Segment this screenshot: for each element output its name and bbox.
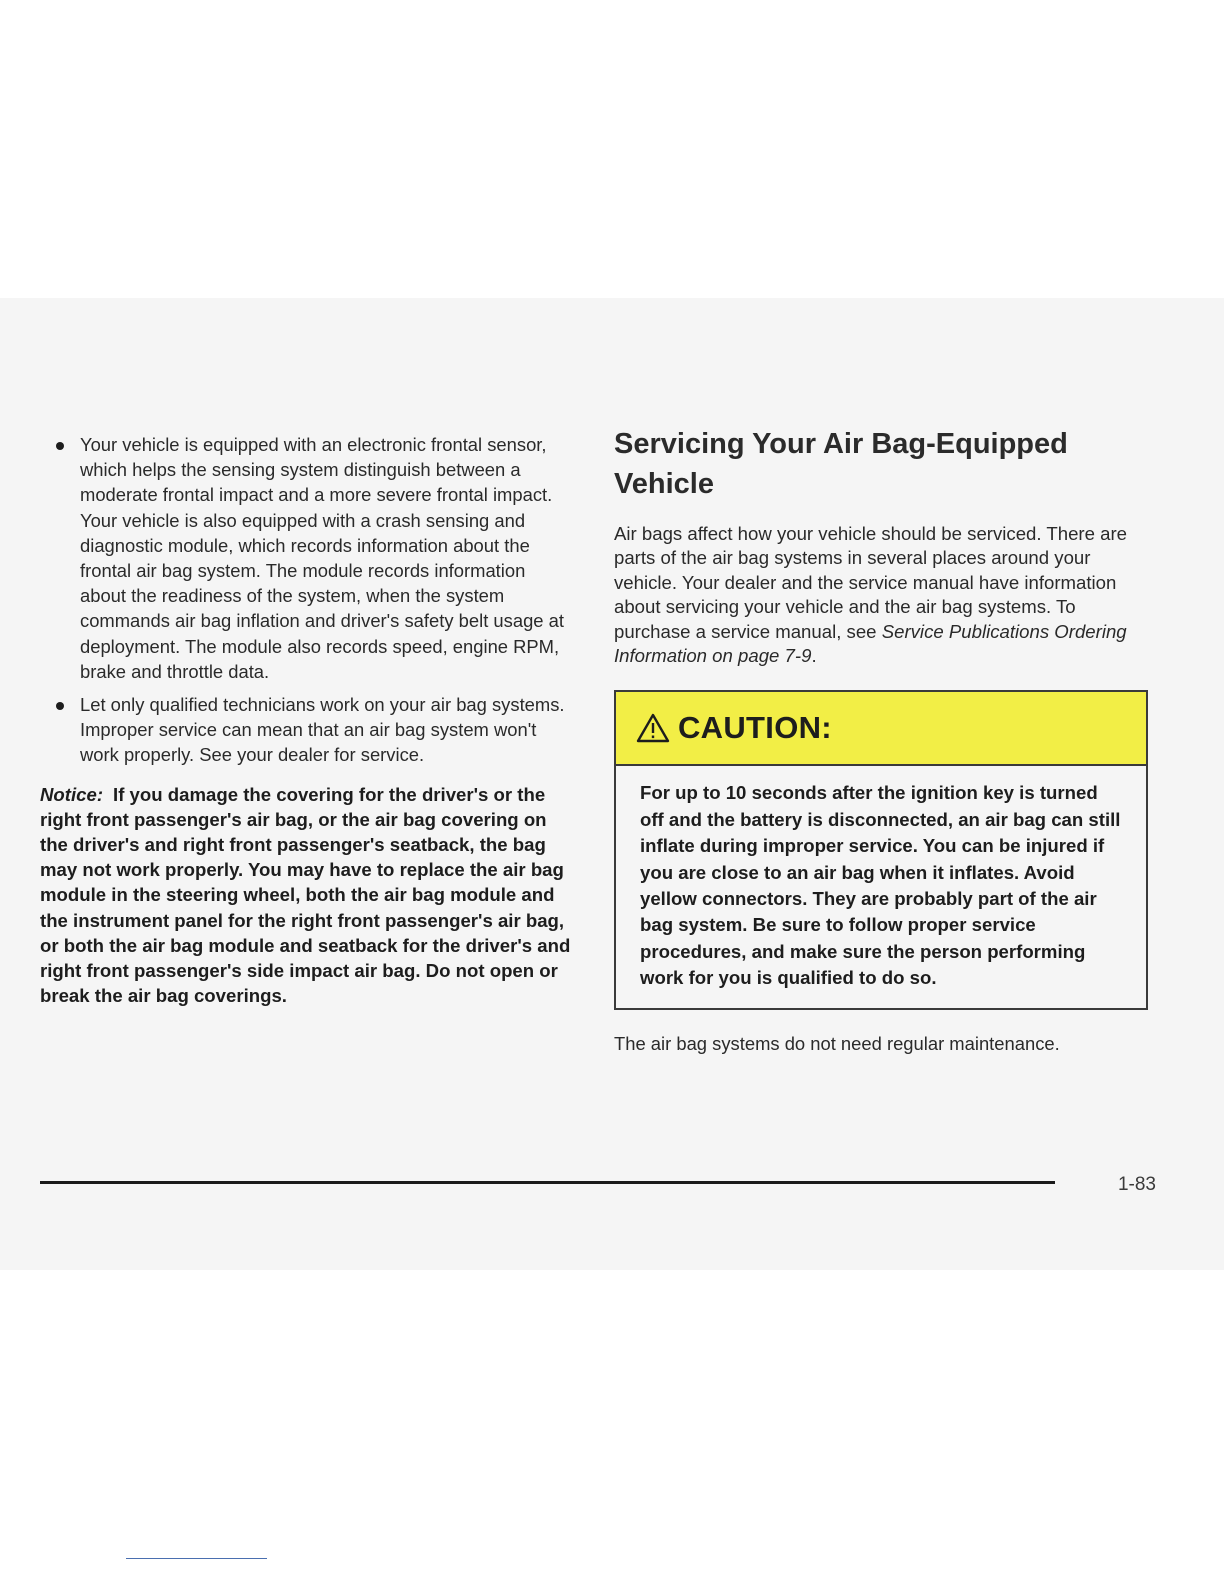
bullet-list <box>40 432 572 768</box>
notice-paragraph <box>40 782 572 1009</box>
bullet-icon <box>56 442 64 450</box>
reference-link[interactable]: Service Publications Ordering Information on page 7-9 <box>614 620 1127 667</box>
intro-end: . <box>811 645 817 667</box>
right-column <box>614 424 1152 1056</box>
left-column <box>40 432 572 1008</box>
page-number: 1-83 <box>1117 1174 1156 1195</box>
caution-box <box>614 690 1148 1009</box>
intro-text: Air bags affect how your vehicle should be serviced. There are parts of the air bag systems in several places around your vehicle. Your dealer and the service manual have information about servicing your vehicle and the air bag systems. To purchase a service manual, see <box>614 523 1127 642</box>
notice-text: If you damage the covering for the driver's or the right front passenger's air bag, or the air bag covering on the driver's and right front passenger's seatback, the bag may not work properly. You may have to replace the air bag module in the steering wheel, both the air bag module and the instrument panel for the right front passenger's air bag, or both the air bag module and seatback for the driver's and right front passenger's side impact air bag. Do not open or break the air bag coverings. <box>40 783 571 1007</box>
intro-paragraph <box>614 522 1152 668</box>
bullet-icon <box>56 702 64 710</box>
bullet-text: Your vehicle is equipped with an electronic frontal sensor, which helps the sensing system distinguish between a moderate frontal impact and a more severe frontal impact. Your vehicle is also equipped with a crash sensing and diagnostic module, which records information about the frontal air bag system. The module records information about the readiness of the system, when the system commands air bag inflation and driver's safety belt usage at deployment. The module also records speed, engine RPM, brake and throttle data. <box>80 434 564 682</box>
caution-title: CAUTION: <box>678 710 832 746</box>
divider-line <box>126 1558 267 1559</box>
footer-rule <box>40 1181 1055 1184</box>
list-item <box>40 692 572 768</box>
section-title: Servicing Your Air Bag-Equipped Vehicle <box>614 428 1068 500</box>
bullet-text: Let only qualified technicians work on your air bag systems. Improper service can mean that an air bag system won't work properly. See your dealer for service. <box>80 694 565 766</box>
warning-triangle-icon <box>636 713 670 743</box>
closing-paragraph: The air bag systems do not need regular maintenance. <box>614 1032 1060 1054</box>
list-item <box>40 432 572 684</box>
caution-text: For up to 10 seconds after the ignition key is turned off and the battery is disconnected, an air bag can still inflate during improper service. You can be injured if you are close to an air bag when it inflates. Avoid yellow connectors. They are probably part of the air bag system. Be sure to follow proper service procedures, and make sure the person performing work for you is qualified to do so. <box>640 782 1121 989</box>
caution-header <box>616 692 1146 766</box>
notice-label: Notice: <box>40 783 104 805</box>
